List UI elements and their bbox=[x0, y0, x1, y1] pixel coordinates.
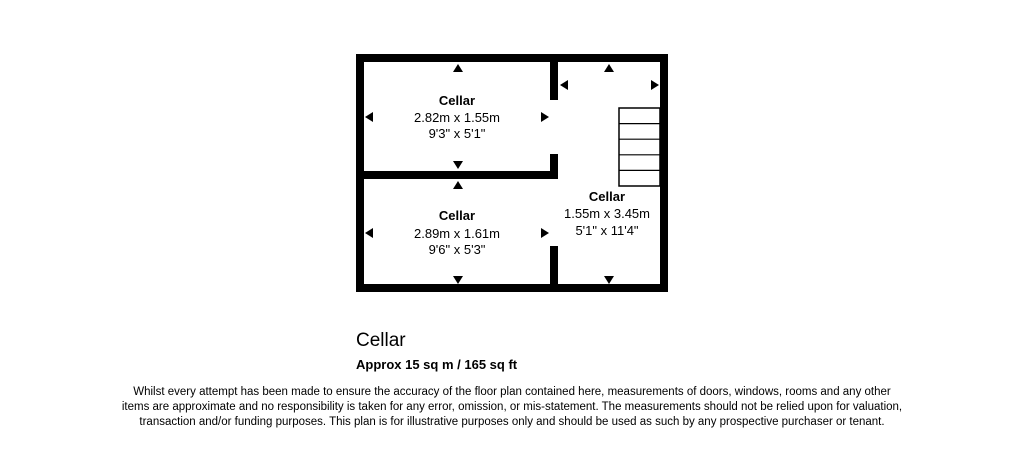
inner-wall-vertical-mid bbox=[550, 154, 558, 179]
arrow-left-icon bbox=[365, 228, 373, 238]
room-label-3 bbox=[564, 189, 650, 238]
arrow-right-icon bbox=[541, 112, 549, 122]
disclaimer-text: Whilst every attempt has been made to ensure the accuracy of the floor plan contained here, measurements of doors, windows, rooms and any other items are approximate and no responsibility is taken for any error, omission, or mis-statement. The measurements should not be relied upon for valuation, transaction and/or funding purposes. This plan is for illustrative purposes only and should be used as such by any prospective purchaser or tenant. bbox=[121, 386, 903, 428]
arrow-down-icon bbox=[453, 161, 463, 169]
arrow-up-icon bbox=[453, 181, 463, 189]
room-dimensions-metric: 1.55m x 3.45m bbox=[564, 206, 650, 221]
inner-wall-vertical-top bbox=[550, 58, 558, 100]
room-dimensions-imperial: 5'1" x 11'4" bbox=[575, 223, 639, 238]
room-dimensions-metric: 2.82m x 1.55m bbox=[414, 110, 500, 125]
room-name: Cellar bbox=[588, 189, 626, 204]
arrow-left-icon bbox=[560, 80, 568, 90]
room-dimensions-imperial: 9'6" x 5'3" bbox=[428, 242, 486, 257]
arrow-up-icon bbox=[453, 64, 463, 72]
room-name: Cellar bbox=[438, 208, 476, 223]
floor-area: Approx 15 sq m / 165 sq ft bbox=[356, 357, 518, 372]
arrow-down-icon bbox=[604, 276, 614, 284]
arrow-up-icon bbox=[604, 64, 614, 72]
room-name: Cellar bbox=[438, 93, 476, 108]
staircase bbox=[619, 108, 660, 186]
floor-title: Cellar bbox=[356, 330, 406, 351]
arrow-left-icon bbox=[365, 112, 373, 122]
room-label-1 bbox=[414, 93, 500, 141]
room-label-2 bbox=[414, 208, 500, 257]
inner-wall-vertical-bottom bbox=[550, 246, 558, 288]
inner-wall-horizontal bbox=[360, 171, 558, 179]
arrow-down-icon bbox=[453, 276, 463, 284]
arrow-right-icon bbox=[541, 228, 549, 238]
room-dimensions-metric: 2.89m x 1.61m bbox=[414, 226, 500, 241]
room-dimensions-imperial: 9'3" x 5'1" bbox=[428, 126, 486, 141]
arrow-right-icon bbox=[651, 80, 659, 90]
